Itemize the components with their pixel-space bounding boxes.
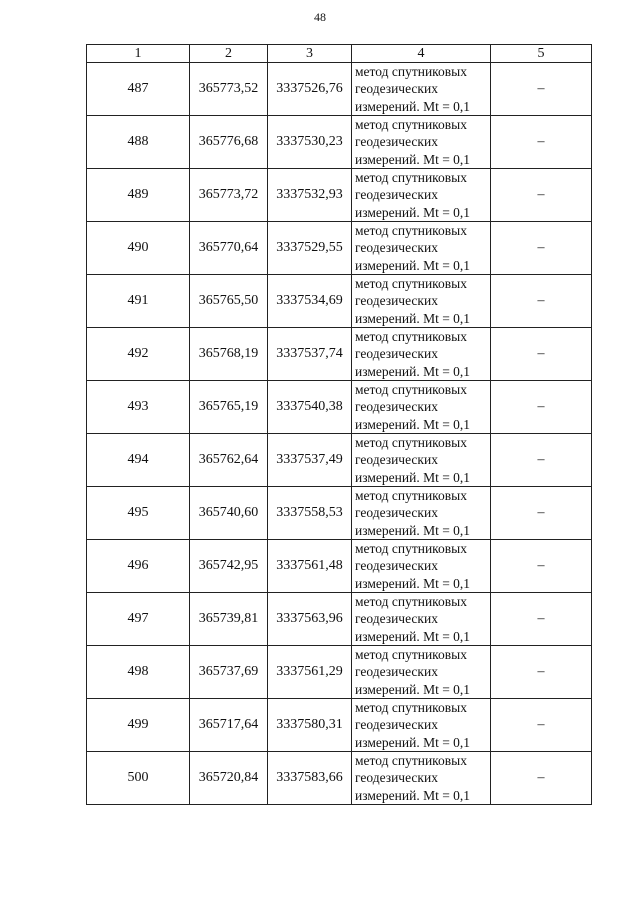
method-line: измерений. Mt = 0,1 <box>355 575 471 591</box>
method-line: измерений. Mt = 0,1 <box>355 522 471 538</box>
point-number: 500 <box>87 752 190 805</box>
page-number: 48 <box>314 10 326 24</box>
note-dash: – <box>491 328 592 381</box>
note-dash: – <box>491 169 592 222</box>
note-dash: – <box>491 275 592 328</box>
coordinate-x: 365770,64 <box>190 222 268 275</box>
method-description <box>352 593 491 646</box>
method-line: геодезических <box>355 346 438 362</box>
method-line: измерений. Mt = 0,1 <box>355 363 471 379</box>
note-dash: – <box>491 540 592 593</box>
coordinate-y: 3337558,53 <box>268 487 352 540</box>
coordinate-x: 365773,72 <box>190 169 268 222</box>
point-number: 493 <box>87 381 190 434</box>
method-line: геодезических <box>355 452 438 468</box>
coordinate-y: 3337563,96 <box>268 593 352 646</box>
method-line: метод спутниковых <box>355 223 467 239</box>
coordinate-y: 3337561,29 <box>268 646 352 699</box>
coordinate-x: 365765,19 <box>190 381 268 434</box>
table-row <box>87 699 592 752</box>
method-line: геодезических <box>355 770 438 786</box>
coordinate-y: 3337534,69 <box>268 275 352 328</box>
table-row <box>87 593 592 646</box>
point-number: 489 <box>87 169 190 222</box>
note-dash: – <box>491 434 592 487</box>
point-number: 487 <box>87 63 190 116</box>
method-line: метод спутниковых <box>355 382 467 398</box>
method-line: метод спутниковых <box>355 329 467 345</box>
method-line: измерений. Mt = 0,1 <box>355 204 471 220</box>
header-col-1: 1 <box>87 45 190 63</box>
note-dash: – <box>491 593 592 646</box>
coordinate-x: 365762,64 <box>190 434 268 487</box>
method-line: геодезических <box>355 505 438 521</box>
method-description <box>352 434 491 487</box>
coordinate-x: 365740,60 <box>190 487 268 540</box>
table-row <box>87 328 592 381</box>
method-line: метод спутниковых <box>355 435 467 451</box>
coordinate-y: 3337529,55 <box>268 222 352 275</box>
point-number: 497 <box>87 593 190 646</box>
table-row <box>87 752 592 805</box>
table-row <box>87 63 592 116</box>
coordinate-x: 365765,50 <box>190 275 268 328</box>
note-dash: – <box>491 222 592 275</box>
note-dash: – <box>491 487 592 540</box>
method-description <box>352 169 491 222</box>
note-dash: – <box>491 63 592 116</box>
coordinate-y: 3337537,74 <box>268 328 352 381</box>
method-description <box>352 381 491 434</box>
point-number: 499 <box>87 699 190 752</box>
table-row <box>87 381 592 434</box>
method-line: измерений. Mt = 0,1 <box>355 98 471 114</box>
header-col-5: 5 <box>491 45 592 63</box>
method-line: измерений. Mt = 0,1 <box>355 628 471 644</box>
table-row <box>87 275 592 328</box>
method-line: метод спутниковых <box>355 647 467 663</box>
coordinate-y: 3337583,66 <box>268 752 352 805</box>
note-dash: – <box>491 646 592 699</box>
method-description <box>352 646 491 699</box>
table-row <box>87 487 592 540</box>
method-line: геодезических <box>355 611 438 627</box>
table-row <box>87 646 592 699</box>
coordinate-x: 365720,84 <box>190 752 268 805</box>
method-line: метод спутниковых <box>355 753 467 769</box>
method-line: геодезических <box>355 664 438 680</box>
note-dash: – <box>491 752 592 805</box>
method-description <box>352 116 491 169</box>
method-description <box>352 328 491 381</box>
method-line: геодезических <box>355 558 438 574</box>
point-number: 495 <box>87 487 190 540</box>
method-line: геодезических <box>355 81 438 97</box>
method-line: измерений. Mt = 0,1 <box>355 151 471 167</box>
table-row <box>87 540 592 593</box>
table-body <box>87 63 592 805</box>
point-number: 496 <box>87 540 190 593</box>
point-number: 488 <box>87 116 190 169</box>
header-col-4: 4 <box>352 45 491 63</box>
method-line: метод спутниковых <box>355 700 467 716</box>
method-line: измерений. Mt = 0,1 <box>355 310 471 326</box>
method-line: измерений. Mt = 0,1 <box>355 787 471 803</box>
method-description <box>352 540 491 593</box>
method-description <box>352 752 491 805</box>
method-line: метод спутниковых <box>355 488 467 504</box>
coordinate-y: 3337526,76 <box>268 63 352 116</box>
coordinate-x: 365737,69 <box>190 646 268 699</box>
coordinate-y: 3337537,49 <box>268 434 352 487</box>
point-number: 494 <box>87 434 190 487</box>
note-dash: – <box>491 116 592 169</box>
method-line: измерений. Mt = 0,1 <box>355 734 471 750</box>
method-line: метод спутниковых <box>355 594 467 610</box>
coordinate-y: 3337561,48 <box>268 540 352 593</box>
method-line: измерений. Mt = 0,1 <box>355 257 471 273</box>
table-row <box>87 169 592 222</box>
method-line: метод спутниковых <box>355 64 467 80</box>
method-line: метод спутниковых <box>355 117 467 133</box>
method-description <box>352 487 491 540</box>
method-line: метод спутниковых <box>355 276 467 292</box>
method-line: геодезических <box>355 187 438 203</box>
method-line: геодезических <box>355 134 438 150</box>
method-line: измерений. Mt = 0,1 <box>355 681 471 697</box>
header-col-3: 3 <box>268 45 352 63</box>
method-line: измерений. Mt = 0,1 <box>355 469 471 485</box>
coordinate-x: 365776,68 <box>190 116 268 169</box>
point-number: 491 <box>87 275 190 328</box>
method-line: метод спутниковых <box>355 170 467 186</box>
coordinate-x: 365773,52 <box>190 63 268 116</box>
header-col-2: 2 <box>190 45 268 63</box>
method-line: геодезических <box>355 399 438 415</box>
method-line: геодезических <box>355 240 438 256</box>
table-row <box>87 116 592 169</box>
method-description <box>352 275 491 328</box>
coordinate-y: 3337540,38 <box>268 381 352 434</box>
point-number: 490 <box>87 222 190 275</box>
point-number: 492 <box>87 328 190 381</box>
method-description <box>352 222 491 275</box>
table-header <box>87 45 592 63</box>
coordinate-x: 365717,64 <box>190 699 268 752</box>
method-line: измерений. Mt = 0,1 <box>355 416 471 432</box>
method-description <box>352 63 491 116</box>
coordinate-x: 365739,81 <box>190 593 268 646</box>
coordinate-y: 3337580,31 <box>268 699 352 752</box>
method-line: геодезических <box>355 717 438 733</box>
method-line: геодезических <box>355 293 438 309</box>
table-row <box>87 222 592 275</box>
table-row <box>87 434 592 487</box>
coordinate-x: 365768,19 <box>190 328 268 381</box>
point-number: 498 <box>87 646 190 699</box>
header-row <box>87 45 592 63</box>
coordinates-table <box>86 44 592 805</box>
coordinate-x: 365742,95 <box>190 540 268 593</box>
coordinate-y: 3337532,93 <box>268 169 352 222</box>
coordinate-y: 3337530,23 <box>268 116 352 169</box>
note-dash: – <box>491 699 592 752</box>
method-description <box>352 699 491 752</box>
note-dash: – <box>491 381 592 434</box>
method-line: метод спутниковых <box>355 541 467 557</box>
